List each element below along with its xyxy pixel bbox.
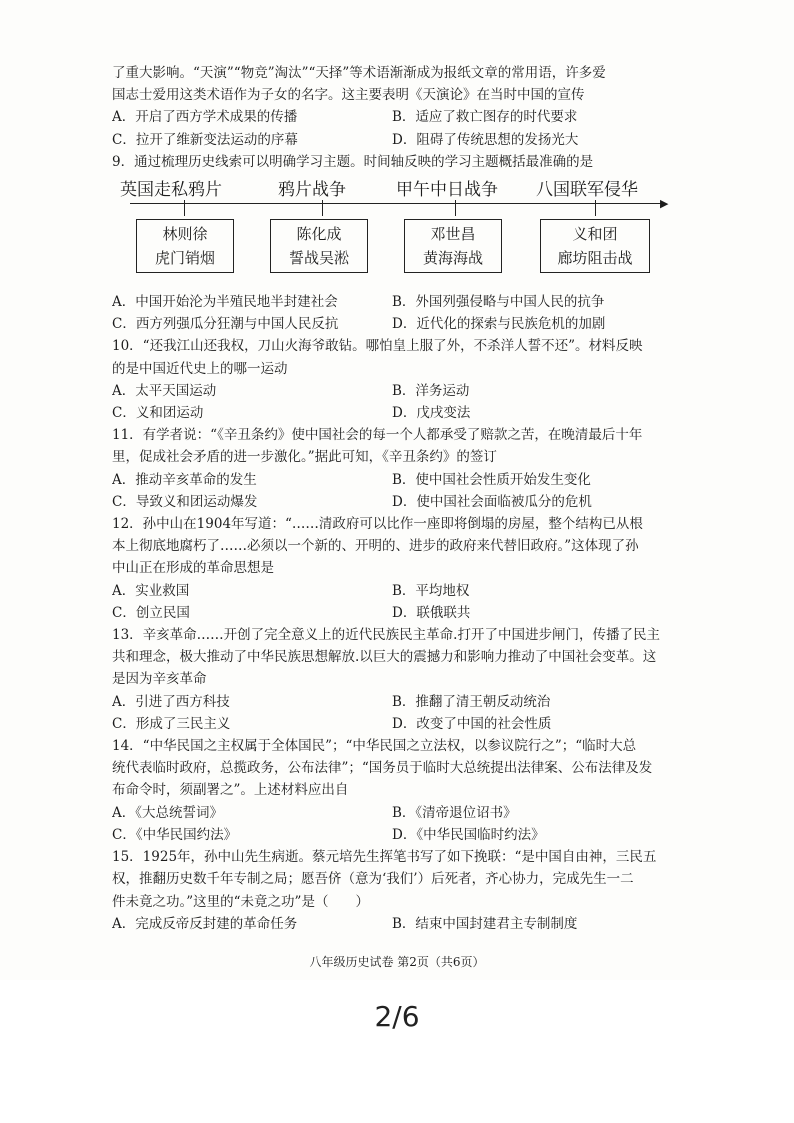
question-13-options-row-1	[112, 691, 692, 713]
question-15-line-1: 15．1925年，孙中山先生病逝。蔡元培先生挥笔书写了如下挽联：“是中国自由神，三民五	[112, 849, 657, 866]
option-a[interactable]: A．《大总统誓词》	[112, 804, 223, 821]
option-c[interactable]: C．义和团运动	[112, 405, 204, 422]
question-14-options-row-1	[112, 802, 692, 824]
intro-line-1: 了重大影响。“天演”“物竞”淘汰”“天择”等术语渐渐成为报纸文章的常用语，许多爱	[112, 65, 606, 81]
option-c[interactable]: C．拉开了维新变法运动的序幕	[112, 131, 298, 148]
timeline-box-3-line-2: 黄海海战	[422, 249, 483, 268]
timeline-box-4	[540, 219, 650, 273]
timeline-box-4-line-1: 义和团	[572, 225, 618, 244]
option-d[interactable]: D．近代化的探索与民族危机的加剧	[392, 316, 606, 333]
question-15-options-row-1	[112, 913, 692, 935]
timeline-tick-3	[455, 200, 456, 216]
question-14-line-3: 布命令时，须副署之”。上述材料应出自	[112, 782, 349, 799]
timeline-event-3: 甲午中日战争	[396, 180, 498, 201]
question-13-line-2: 共和理念，极大推动了中华民族思想解放.以巨大的震撼力和影响力推动了中国社会变革。这	[112, 649, 657, 666]
timeline-box-2-line-2: 誓战吴淞	[288, 249, 349, 268]
option-b[interactable]: B．适应了救亡图存的时代要求	[392, 109, 578, 126]
page-footer: 八年级历史试卷 第2页（共6页）	[309, 955, 485, 969]
option-c[interactable]: C．导致义和团运动爆发	[112, 493, 258, 510]
question-11-options-row-2	[112, 491, 692, 513]
question-10-line-2: 的是中国近代史上的哪一运动	[112, 360, 288, 377]
question-10-options-row-1	[112, 380, 692, 402]
question-12-options-row-1	[112, 580, 692, 602]
option-a[interactable]: A．推动辛亥革命的发生	[112, 471, 257, 488]
question-13-line-3: 是因为辛亥革命	[112, 671, 207, 688]
question-11-options-row-1	[112, 469, 692, 491]
timeline-box-2-line-1: 陈化成	[296, 225, 342, 244]
question-9-options-row-2	[112, 313, 692, 335]
timeline-box-2	[270, 219, 368, 273]
timeline-axis	[130, 203, 665, 204]
timeline-box-4-line-2: 廊坊阻击战	[557, 249, 633, 268]
question-11-line-2: 里，促成社会矛盾的进一步激化。”据此可知，《辛丑条约》的签订	[112, 449, 497, 466]
option-a[interactable]: A．实业救国	[112, 582, 190, 599]
question-10-line-1: 10．“还我江山还我权，刀山火海爷敢钻。哪怕皇上服了外，不杀洋人誓不还”。材料反映	[112, 338, 643, 355]
timeline-arrow-icon: ▶	[660, 197, 669, 211]
question-11-line-1: 11．有学者说：“《辛丑条约》使中国社会的每一个人都承受了赔款之苦，在晚清最后十年	[112, 427, 643, 444]
exam-content	[112, 62, 692, 935]
intro-options-row-1	[112, 106, 692, 128]
option-b[interactable]: B．外国列强侵略与中国人民的抗争	[392, 294, 605, 311]
option-a[interactable]: A．太平天国运动	[112, 382, 217, 399]
option-b[interactable]: B．《清帝退位诏书》	[392, 804, 517, 821]
timeline-box-1-line-2: 虎门销烟	[154, 249, 215, 268]
option-c[interactable]: C．形成了三民主义	[112, 715, 231, 732]
option-b[interactable]: B．使中国社会性质开始发生变化	[392, 471, 591, 488]
option-c[interactable]: C．《中华民国约法》	[112, 826, 238, 843]
timeline-box-1-line-1: 林则徐	[162, 225, 208, 244]
timeline-tick-1	[184, 200, 185, 216]
question-12-line-3: 中山正在形成的革命思想是	[112, 560, 274, 577]
option-b[interactable]: B．结束中国封建君主专制制度	[392, 915, 578, 932]
option-c[interactable]: C．创立民国	[112, 604, 190, 621]
timeline-event-1: 英国走私鸦片	[120, 180, 222, 201]
question-10-options-row-2	[112, 402, 692, 424]
page-indicator: 2/6	[374, 1000, 420, 1033]
question-9-options-row-1	[112, 291, 692, 313]
timeline-box-1	[136, 219, 234, 273]
option-d[interactable]: D．戊戌变法	[392, 405, 471, 422]
option-d[interactable]: D．阻碍了传统思想的发扬光大	[392, 131, 579, 148]
question-12-options-row-2	[112, 602, 692, 624]
question-15-line-2: 权，推翻历史数千年专制之局；愿吾侪（意为‘我们’）后死者，齐心协力，完成先生一二	[112, 871, 634, 888]
option-b[interactable]: B．推翻了清王朝反动统治	[392, 693, 551, 710]
timeline-box-3-line-1: 邓世昌	[430, 225, 476, 244]
question-12-line-2: 本上彻底地腐朽了……必须以一个新的、开明的、进步的政府来代替旧政府。”这体现了孙	[112, 538, 639, 555]
option-d[interactable]: D．使中国社会面临被瓜分的危机	[392, 493, 592, 510]
option-d[interactable]: D．改变了中国的社会性质	[392, 715, 552, 732]
question-13-options-row-2	[112, 713, 692, 735]
timeline-diagram	[112, 173, 692, 291]
option-c[interactable]: C．西方列强瓜分狂潮与中国人民反抗	[112, 316, 339, 333]
option-d[interactable]: D．《中华民国临时约法》	[392, 826, 545, 843]
option-a[interactable]: A．完成反帝反封建的革命任务	[112, 915, 298, 932]
timeline-event-4: 八国联军侵华	[536, 180, 638, 201]
option-b[interactable]: B．平均地权	[392, 582, 470, 599]
option-d[interactable]: D．联俄联共	[392, 604, 471, 621]
intro-options-row-2	[112, 129, 692, 151]
option-a[interactable]: A．引进了西方科技	[112, 693, 230, 710]
question-15-line-3: 件未竟之功。”这里的“未竟之功”是（ ）	[112, 893, 369, 910]
option-b[interactable]: B．洋务运动	[392, 382, 470, 399]
question-14-line-1: 14．“中华民国之主权属于全体国民”；“中华民国之立法权，以参议院行之”；“临时大总	[112, 738, 637, 755]
timeline-event-2: 鸦片战争	[278, 180, 346, 201]
intro-line-2: 国志士爱用这类术语作为子女的名字。这主要表明《天演论》在当时中国的宣传	[112, 87, 585, 104]
option-a[interactable]: A．开启了西方学术成果的传播	[112, 109, 298, 126]
timeline-tick-2	[322, 200, 323, 216]
timeline-tick-4	[595, 200, 596, 216]
timeline-box-3	[404, 219, 502, 273]
question-12-line-1: 12．孙中山在1904年写道：“……清政府可以比作一座即将倒塌的房屋，整个结构已从根	[112, 516, 643, 533]
question-14-options-row-2	[112, 824, 692, 846]
question-14-line-2: 统代表临时政府，总揽政务，公布法律”；“国务员于临时大总统提出法律案、公布法律及发	[112, 760, 653, 777]
question-9-stem: 9．通过梳理历史线索可以明确学习主题。时间轴反映的学习主题概括最准确的是	[112, 153, 594, 170]
question-13-line-1: 13．辛亥革命……开创了完全意义上的近代民族民主革命.打开了中国进步闸门，传播了民主	[112, 627, 660, 644]
option-a[interactable]: A．中国开始沦为半殖民地半封建社会	[112, 294, 338, 311]
